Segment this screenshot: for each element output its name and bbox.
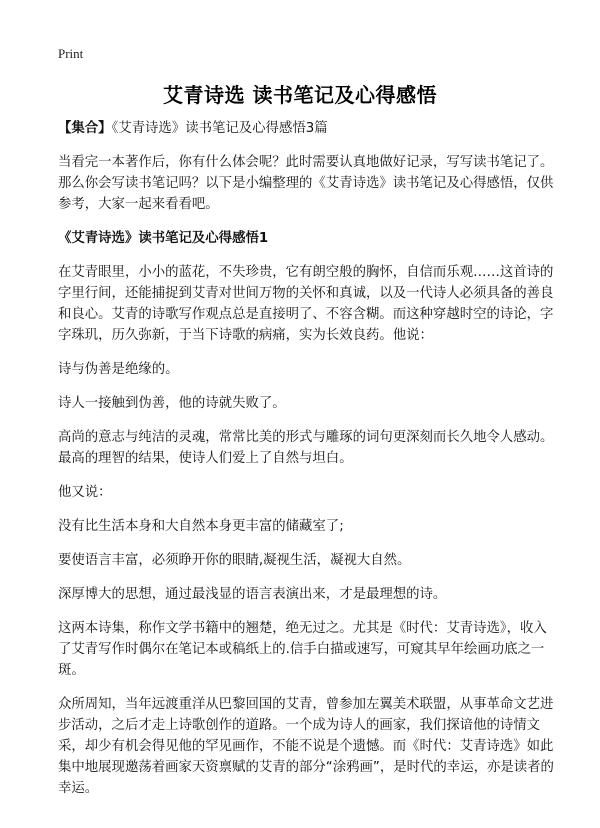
body-paragraph: 诗与伪善是绝缘的。 [58, 362, 179, 377]
document-title: 艾青诗选 读书笔记及心得感悟 [163, 83, 437, 107]
body-paragraph: 要使语言丰富，必须睁开你的眼睛,凝视生活，凝视大自然。 [58, 553, 411, 568]
body-paragraph: 这两本诗集，称作文学书籍中的翘楚，绝无过之。尤其是《时代：艾青诗选》，收入了艾青写作时偶尔在笔记本或稿纸上的.信手白描或速写，可窥其早年绘画功底之一斑。 [58, 621, 547, 678]
body-paragraph: 诗人一接触到伪善，他的诗就失败了。 [58, 396, 286, 411]
subtitle-prefix: 【集合】 [58, 121, 112, 136]
body-paragraph: 在艾青眼里，小小的蓝花，不失珍贵，它有朗空般的胸怀，自信而乐观……这首诗的字里行间，还能捕捉到艾青对世间万物的关怀和真诚，以及一代诗人必须具备的善良和良心。艾青的诗歌写作观点总是直接明了、不容含糊。而这种穿越时空的诗论，字字珠玑，历久弥新，于当下诗歌的病痛，实为长效良药。他说： [58, 265, 554, 343]
document-subtitle [58, 118, 554, 139]
body-paragraph: 高尚的意志与纯洁的灵魂，常常比美的形式与雕琢的词句更深刻而长久地令人感动。最高的理智的结果，使诗人们爱上了自然与坦白。 [58, 430, 554, 466]
document-body [58, 118, 554, 812]
body-paragraph: 深厚博大的思想，通过最浅显的语言表演出来，才是最理想的诗。 [58, 587, 447, 602]
intro-paragraph: 当看完一本著作后，你有什么体会呢？此时需要认真地做好记录，写写读书笔记了。那么你会写读书笔记吗？以下是小编整理的《艾青诗选》读书笔记及心得感悟，仅供参考，大家一起来看看吧。 [58, 155, 554, 212]
body-paragraph: 众所周知，当年远渡重洋从巴黎回国的艾青，曾参加左翼美术联盟，从事革命文艺进步活动，之后才走上诗歌创作的道路。一个成为诗人的画家，我们探谙他的诗情文采，却少有机会得见他的罕见画作，不能不说是个遗憾。而《时代：艾青诗选》如此集中地展现邀荡着画家天资禀赋的艾青的部分“涂鸦画”，是时代的幸运，亦是读者的幸运。 [58, 697, 554, 796]
body-paragraph: 他又说： [58, 485, 112, 500]
section-heading: 《艾青诗选》读书笔记及心得感悟1 [58, 231, 269, 246]
body-paragraph: 没有比生活本身和大自然本身更丰富的储藏室了; [58, 519, 344, 534]
subtitle-text: 《艾青诗选》读书笔记及心得感悟3篇 [111, 121, 328, 136]
print-label: Print [58, 46, 84, 61]
